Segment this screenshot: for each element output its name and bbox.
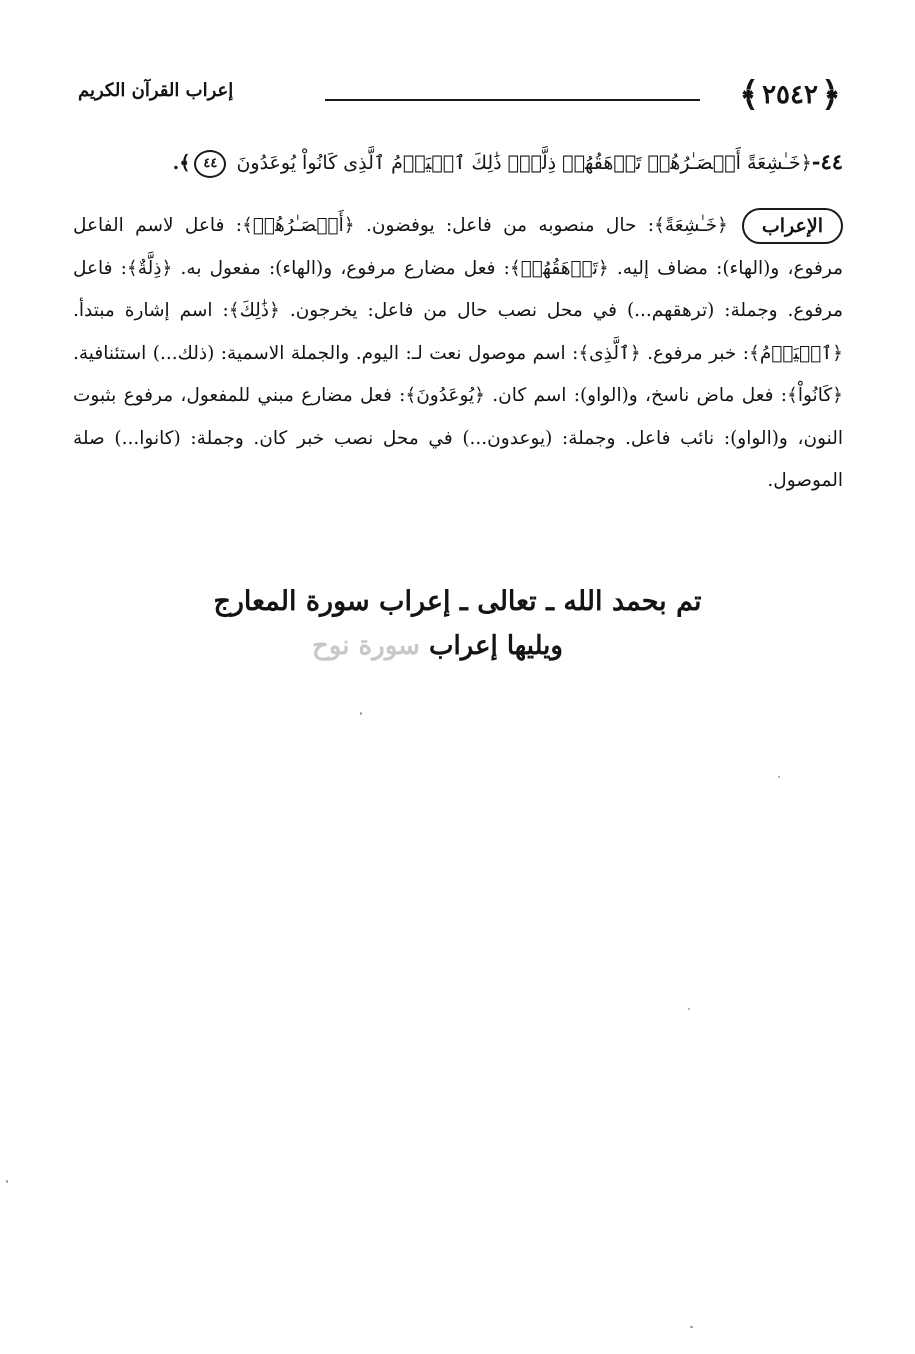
verse-text: ﴿خَـٰشِعَةً أَبۡصَـٰرُهُمۡ تَرۡهَقُهُمۡ ذِلَّةٌۚ ذَٰلِكَ ٱلۡيَوۡمُ ٱلَّذِى كَانُواْ يُوعَدُونَ [236,152,812,174]
irab-text: ﴿خَـٰشِعَةً﴾: حال منصوبه من فاعل: يوفضون. ﴿أَبۡصَـٰرُهُمۡ﴾: فاعل لاسم الفاعل مرفوع، و(الهاء): مضاف إليه. ﴿تَرۡهَقُهُمۡ﴾: فعل مضارع مرفوع، و(الهاء): مفعول به. ﴿ذِلَّةٌ﴾: فاعل مرفوع. وجملة: (ترهقهم...) في محل نصب حال من فاعل: يخرجون. ﴿ذَٰلِكَ﴾: اسم إشارة مبتدأ. ﴿ٱلۡيَوۡمُ﴾: خبر مرفوع. ﴿ٱلَّذِى﴾: اسم موصول نعت لـ: اليوم. والجملة الاسمية: (ذلك...) استئنافية. ﴿كَانُواْ﴾: فعل ماض ناسخ، و(الواو): اسم كان. ﴿يُوعَدُونَ﴾: فعل مضارع مبني للمفعول، مرفوع بثبوت النون، و(الواو): نائب فاعل. وجملة: (يوعدون...) في محل نصب خبر كان. وجملة: (كانوا...) صلة الموصول. [73,215,843,491]
header-rule [325,99,700,101]
verse-close-bracket: ﴾. [172,152,191,174]
ayah-end-marker: ٤٤ [194,150,226,178]
left-brace-ornament: ﴾ [739,75,760,115]
closing-line-2-visible: ويليها إعراب [428,631,563,661]
irab-badge: الإعراب [742,208,843,244]
page-header [70,72,840,122]
scan-speck [6,1180,8,1183]
irab-paragraph [73,205,843,503]
scan-speck [688,1008,690,1010]
verse-number: ٤٤ [820,149,843,174]
page-number: ٢٥٤٢ [762,80,818,110]
closing-line-1: تم بحمد الله ـ تعالى ـ إعراب سورة المعارج [213,586,702,617]
scan-speck [360,712,362,715]
closing-line-2 [0,626,875,666]
scan-speck [690,1326,693,1328]
closing-line-2-faded: سورة نوح [312,631,420,661]
page-number-frame [740,72,840,118]
quran-verse: ٤٤-﴿خَـٰشِعَةً أَبۡصَـٰرُهُمۡ تَرۡهَقُهُمۡ ذِلَّةٌۚ ذَٰلِكَ ٱلۡيَوۡمُ ٱلَّذِى كَانُواْ يُوعَدُونَ ٤٤﴾. [73,142,843,183]
scan-speck [778,776,780,778]
right-brace-ornament: ﴿ [820,75,841,115]
closing-note [0,578,915,666]
book-title: إعراب القرآن الكريم [78,80,234,101]
